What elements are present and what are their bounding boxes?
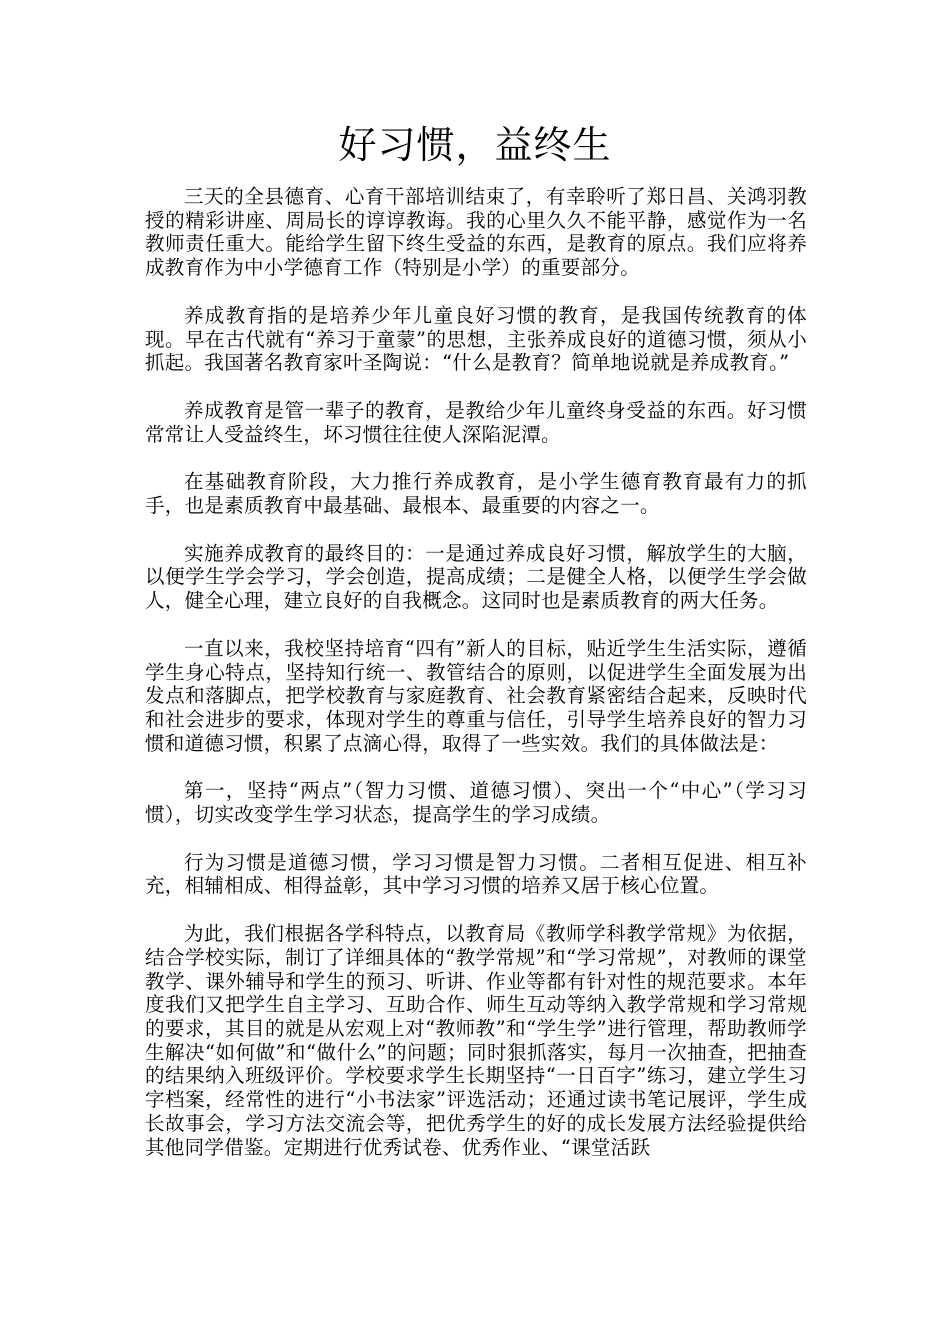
paragraph-7: 第一，坚持“两点”（智力习惯、道德习惯）、突出一个“中心”（学习习惯），切实改变学生学习状态，提高学生的学习成绩。 <box>145 779 807 827</box>
paragraph-1: 三天的全县德育、心育干部培训结束了，有幸聆听了郑日昌、关鸿羽教授的精彩讲座、周局长的谆谆教诲。我的心里久久不能平静，感觉作为一名教师责任重大。能给学生留下终生受益的东西，是教育的原点。我们应将养成教育作为中小学德育工作（特别是小学）的重要部分。 <box>145 185 807 280</box>
paragraph-4: 在基础教育阶段，大力推行养成教育，是小学生德育教育最有力的抓手，也是素质教育中最基础、最根本、最重要的内容之一。 <box>145 470 807 518</box>
paragraph-3: 养成教育是管一辈子的教育，是教给少年儿童终身受益的东西。好习惯常常让人受益终生，坏习惯往往使人深陷泥潭。 <box>145 398 807 446</box>
paragraph-9: 为此，我们根据各学科特点，以教育局《教师学科教学常规》为依据，结合学校实际，制订了详细具体的“教学常规”和“学习常规”，对教师的课堂教学、课外辅导和学生的预习、听讲、作业等都有针对性的规范要求。本年度我们又把学生自主学习、互助合作、师生互动等纳入教学常规和学习常规的要求，其目的就是从宏观上对“教师教”和“学生学”进行管理，帮助教师学生解决“如何做”和“做什么”的问题；同时狠抓落实，每月一次抽查，把抽查的结果纳入班级评价。学校要求学生长期坚持“一日百字”练习，建立学生习字档案，经常性的进行“小书法家”评选活动；还通过读书笔记展评，学生成长故事会，学习方法交流会等，把优秀学生的好的成长发展方法经验提供给其他同学借鉴。定期进行优秀试卷、优秀作业、“课堂活跃 <box>145 922 807 1159</box>
document-title: 好习惯，益终生 <box>338 123 612 167</box>
document-body <box>145 185 807 1183</box>
paragraph-6: 一直以来，我校坚持培育“四有”新人的目标，贴近学生生活实际，遵循学生身心特点，坚持知行统一、教管结合的原则，以促进学生全面发展为出发点和落脚点，把学校教育与家庭教育、社会教育紧密结合起来，反映时代和社会进步的要求，体现对学生的尊重与信任，引导学生培养良好的智力习惯和道德习惯，积累了点滴心得，取得了一些实效。我们的具体做法是： <box>145 636 807 755</box>
paragraph-2: 养成教育指的是培养少年儿童良好习惯的教育，是我国传统教育的体现。早在古代就有“养习于童蒙”的思想，主张养成良好的道德习惯，须从小抓起。我国著名教育家叶圣陶说：“什么是教育？简单地说就是养成教育。” <box>145 303 807 375</box>
paragraph-5: 实施养成教育的最终目的：一是通过养成良好习惯，解放学生的大脑，以便学生学会学习，学会创造，提高成绩；二是健全人格，以便学生学会做人，健全心理，建立良好的自我概念。这同时也是素质教育的两大任务。 <box>145 541 807 613</box>
paragraph-8: 行为习惯是道德习惯，学习习惯是智力习惯。二者相互促进、相互补充，相辅相成、相得益彰，其中学习习惯的培养又居于核心位置。 <box>145 850 807 898</box>
